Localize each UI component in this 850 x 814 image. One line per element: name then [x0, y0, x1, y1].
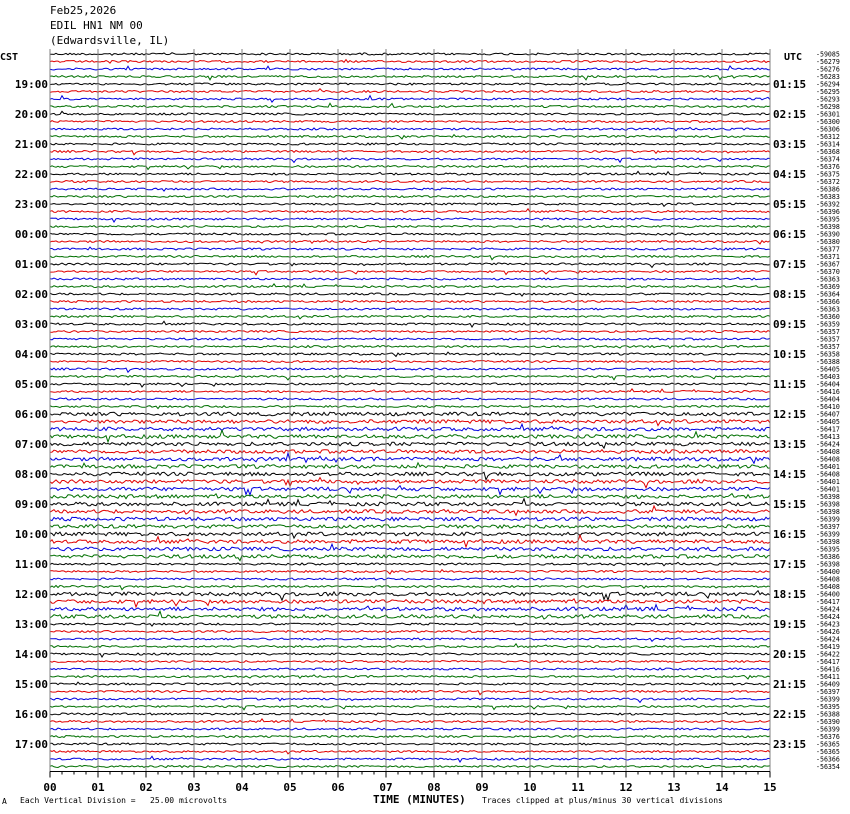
x-tick-label: 02 — [139, 781, 153, 794]
seismic-trace — [50, 196, 770, 198]
seismic-trace — [50, 53, 770, 56]
seismic-trace — [50, 562, 770, 565]
trace-offset-label: -56423 — [816, 620, 840, 629]
trace-offset-label: -56368 — [816, 148, 840, 156]
trace-offset-label: -56405 — [816, 418, 840, 426]
trace-offset-label: -56386 — [816, 185, 840, 194]
right-time-label: 20:15 — [773, 648, 807, 661]
seismic-trace — [50, 478, 770, 488]
trace-offset-label: -56279 — [816, 58, 840, 66]
trace-offset-label: -56363 — [816, 305, 840, 314]
trace-offset-label: -56400 — [816, 590, 840, 599]
trace-offset-label: -56293 — [816, 95, 840, 104]
left-time-label: 15:00 — [14, 678, 48, 691]
trace-offset-label: -56416 — [816, 665, 840, 674]
seismic-trace — [50, 638, 770, 641]
seismic-trace — [50, 209, 770, 213]
x-tick-label: 10 — [523, 781, 537, 794]
trace-offset-label: -56422 — [816, 650, 840, 659]
trace-offset-label: -56300 — [816, 118, 840, 126]
seismic-trace — [50, 188, 770, 191]
seismic-trace — [50, 472, 770, 480]
right-time-label: 13:15 — [773, 438, 807, 451]
seismic-trace — [50, 166, 770, 170]
trace-offset-label: -56312 — [816, 133, 840, 141]
trace-offset-label: -56426 — [816, 628, 840, 636]
trace-offset-label: -56399 — [816, 515, 840, 524]
trace-offset-label: -56301 — [816, 110, 840, 119]
trace-offset-label: -56404 — [816, 380, 840, 389]
trace-offset-label: -56424 — [816, 635, 840, 644]
right-time-label: 07:15 — [773, 258, 807, 271]
trace-offset-label: -56407 — [816, 410, 840, 419]
seismic-trace — [50, 644, 770, 648]
seismic-trace — [50, 668, 770, 670]
seismic-trace — [50, 284, 770, 288]
trace-offset-label: -56366 — [816, 755, 840, 764]
seismic-trace — [50, 453, 770, 463]
seismic-trace — [50, 412, 770, 416]
seismic-trace — [50, 675, 770, 679]
seismic-trace — [50, 293, 770, 296]
trace-offset-label: -56398 — [816, 500, 840, 509]
seismic-trace — [50, 486, 770, 495]
seismic-trace — [50, 743, 770, 745]
left-timezone-label: CST — [0, 52, 19, 63]
left-time-label: 05:00 — [14, 378, 48, 391]
trace-offset-label: -56354 — [816, 763, 840, 771]
x-tick-label: 13 — [667, 781, 681, 794]
trace-offset-label: -56399 — [816, 725, 840, 734]
right-time-label: 14:15 — [773, 468, 807, 481]
left-time-label: 03:00 — [14, 318, 48, 331]
left-time-label: 17:00 — [14, 738, 48, 751]
right-timezone-label: UTC — [784, 52, 803, 63]
seismic-trace — [50, 352, 770, 356]
trace-offset-label: -56400 — [816, 568, 840, 576]
seismic-trace — [50, 111, 770, 115]
left-time-label: 02:00 — [14, 288, 48, 301]
seismic-trace — [50, 218, 770, 222]
left-time-label: 07:00 — [14, 438, 48, 451]
x-tick-label: 12 — [619, 781, 633, 794]
x-tick-label: 03 — [187, 781, 201, 794]
right-time-label: 19:15 — [773, 618, 807, 631]
seismic-trace — [50, 442, 770, 448]
trace-offset-label: -56398 — [816, 538, 840, 546]
trace-offset-label: -56395 — [816, 215, 840, 224]
seismic-trace — [50, 121, 770, 123]
seismic-trace — [50, 66, 770, 70]
left-time-label: 14:00 — [14, 648, 48, 661]
trace-offset-label: -56411 — [816, 673, 840, 681]
seismic-trace — [50, 751, 770, 754]
trace-offset-label: -56306 — [816, 125, 840, 134]
left-time-label: 21:00 — [14, 138, 48, 151]
x-tick-label: 05 — [283, 781, 297, 794]
trace-offset-label: -56358 — [816, 350, 840, 359]
seismic-trace — [50, 591, 770, 601]
trace-offset-label: -56408 — [816, 575, 840, 584]
trace-offset-label: -56357 — [816, 343, 840, 351]
trace-offset-label: -56398 — [816, 493, 840, 501]
trace-offset-label: -56417 — [816, 598, 840, 606]
trace-offset-label: -56365 — [816, 748, 840, 756]
trace-offset-label: -56370 — [816, 268, 840, 276]
seismic-trace — [50, 256, 770, 260]
trace-offset-label: -56276 — [816, 65, 840, 74]
seismic-trace — [50, 321, 770, 327]
seismic-trace — [50, 570, 770, 574]
trace-offset-label: -56416 — [816, 388, 840, 396]
seismic-trace — [50, 361, 770, 363]
scale-mark: A — [2, 797, 7, 806]
seismic-trace — [50, 420, 770, 426]
seismic-trace — [50, 96, 770, 102]
left-time-label: 22:00 — [14, 168, 48, 181]
right-time-label: 02:15 — [773, 108, 807, 121]
seismic-trace — [50, 383, 770, 387]
seismic-trace — [50, 756, 770, 762]
seismic-trace — [50, 331, 770, 333]
seismic-trace — [50, 406, 770, 409]
seismic-trace — [50, 604, 770, 610]
trace-offset-label: -56392 — [816, 200, 840, 209]
seismic-trace — [50, 203, 770, 206]
left-time-label: 11:00 — [14, 558, 48, 571]
trace-offset-label: -56364 — [816, 290, 840, 299]
seismic-trace — [50, 450, 770, 454]
trace-offset-label: -56376 — [816, 163, 840, 171]
right-time-label: 08:15 — [773, 288, 807, 301]
trace-offset-label: -56395 — [816, 545, 840, 554]
right-time-label: 10:15 — [773, 348, 807, 361]
x-tick-label: 04 — [235, 781, 249, 794]
trace-offset-label: -56367 — [816, 260, 840, 269]
right-time-label: 09:15 — [773, 318, 807, 331]
trace-offset-label: -56424 — [816, 605, 840, 614]
right-time-label: 03:15 — [773, 138, 807, 151]
trace-offset-label: -56388 — [816, 710, 840, 719]
seismic-trace — [50, 277, 770, 280]
trace-offset-label: -56396 — [816, 208, 840, 216]
right-time-label: 17:15 — [773, 558, 807, 571]
trace-offset-label: -56408 — [816, 448, 840, 456]
seismic-trace — [50, 430, 770, 442]
trace-offset-label: -56360 — [816, 313, 840, 321]
trace-offset-label: -56390 — [816, 718, 840, 726]
trace-offset-label: -56419 — [816, 643, 840, 651]
seismic-trace — [50, 706, 770, 710]
left-time-label: 01:00 — [14, 258, 48, 271]
seismic-trace — [50, 271, 770, 275]
seismic-trace — [50, 555, 770, 561]
trace-offset-label: -56357 — [816, 335, 840, 344]
seismic-trace — [50, 535, 770, 547]
clip-note: Traces clipped at plus/minus 30 vertical divisions — [482, 796, 723, 805]
trace-offset-label: -56408 — [816, 455, 840, 464]
seismic-trace — [50, 247, 770, 250]
trace-offset-label: -56357 — [816, 328, 840, 336]
trace-offset-label: -56366 — [816, 298, 840, 306]
trace-offset-label: -56398 — [816, 508, 840, 516]
trace-offset-label: -56372 — [816, 178, 840, 186]
seismic-trace — [50, 525, 770, 529]
trace-offset-label: -56410 — [816, 403, 840, 411]
x-tick-label: 06 — [331, 781, 345, 794]
seismic-trace — [50, 682, 770, 685]
right-time-label: 23:15 — [773, 738, 807, 751]
x-tick-label: 01 — [91, 781, 105, 794]
seismic-trace — [50, 226, 770, 228]
right-time-label: 06:15 — [773, 228, 807, 241]
left-time-label: 00:00 — [14, 228, 48, 241]
trace-offset-label: -56376 — [816, 733, 840, 741]
seismic-trace — [50, 60, 770, 64]
seismic-trace — [50, 308, 770, 310]
seismic-trace — [50, 76, 770, 80]
trace-offset-label: -56359 — [816, 320, 840, 329]
seismic-trace — [50, 499, 770, 506]
right-time-label: 11:15 — [773, 378, 807, 391]
seismic-trace — [50, 171, 770, 175]
trace-offset-label: -56401 — [816, 463, 840, 471]
trace-offset-label: -56377 — [816, 245, 840, 254]
seismic-trace — [50, 301, 770, 303]
trace-offset-label: -56399 — [816, 530, 840, 539]
trace-offset-label: -56397 — [816, 523, 840, 531]
left-time-label: 23:00 — [14, 198, 48, 211]
trace-offset-label: -56295 — [816, 88, 840, 96]
trace-offset-label: -56401 — [816, 485, 840, 494]
seismic-trace — [50, 338, 770, 340]
left-time-label: 19:00 — [14, 78, 48, 91]
seismic-trace — [50, 389, 770, 393]
trace-offset-label: -56371 — [816, 253, 840, 261]
trace-offset-label: -56409 — [816, 680, 840, 689]
trace-offset-label: -56395 — [816, 703, 840, 711]
trace-offset-label: -56405 — [816, 365, 840, 374]
trace-offset-label: -56398 — [816, 560, 840, 569]
scale-note: Each Vertical Division = 25.00 microvolts — [20, 796, 228, 805]
x-tick-label: 14 — [715, 781, 729, 794]
left-time-label: 20:00 — [14, 108, 48, 121]
seismic-trace — [50, 586, 770, 590]
axis-labels — [0, 51, 840, 795]
seismic-trace — [50, 82, 770, 85]
seismic-trace — [50, 578, 770, 580]
left-time-label: 06:00 — [14, 408, 48, 421]
left-time-label: 08:00 — [14, 468, 48, 481]
trace-offset-label: -56424 — [816, 440, 840, 449]
left-time-label: 10:00 — [14, 528, 48, 541]
trace-offset-label: -56380 — [816, 238, 840, 246]
seismic-trace — [50, 89, 770, 93]
left-time-label: 09:00 — [14, 498, 48, 511]
seismic-trace — [50, 263, 770, 268]
right-time-label: 05:15 — [773, 198, 807, 211]
left-time-label: 13:00 — [14, 618, 48, 631]
trace-group — [50, 53, 770, 768]
x-axis-title: TIME (MINUTES) — [373, 793, 466, 806]
x-tick-label: 00 — [43, 781, 57, 794]
x-tick-label: 11 — [571, 781, 585, 794]
trace-offset-label: -56283 — [816, 73, 840, 81]
seismic-trace — [50, 424, 770, 431]
x-tick-label: 07 — [379, 781, 393, 794]
trace-offset-label: -56401 — [816, 478, 840, 486]
seismic-trace — [50, 316, 770, 319]
trace-offset-label: -56383 — [816, 193, 840, 201]
trace-offset-label: -59085 — [816, 50, 840, 59]
left-time-label: 12:00 — [14, 588, 48, 601]
seismic-trace — [50, 158, 770, 163]
right-time-label: 18:15 — [773, 588, 807, 601]
trace-offset-label: -56408 — [816, 470, 840, 479]
trace-offset-label: -56397 — [816, 688, 840, 696]
right-time-label: 04:15 — [773, 168, 807, 181]
trace-offset-label: -56314 — [816, 140, 840, 149]
seismic-trace — [50, 698, 770, 703]
right-time-label: 16:15 — [773, 528, 807, 541]
seismic-trace — [50, 766, 770, 768]
seismic-trace — [50, 506, 770, 516]
seismic-trace — [50, 240, 770, 244]
right-time-label: 01:15 — [773, 78, 807, 91]
seismic-trace — [50, 611, 770, 619]
seismic-trace — [50, 135, 770, 139]
trace-offset-label: -56417 — [816, 425, 840, 434]
seismic-trace — [50, 375, 770, 380]
trace-offset-label: -56417 — [816, 658, 840, 666]
left-time-label: 16:00 — [14, 708, 48, 721]
seismic-trace — [50, 736, 770, 738]
seismic-trace — [50, 661, 770, 663]
seismic-trace — [50, 544, 770, 551]
seismic-trace — [50, 653, 770, 657]
trace-offset-label: -56363 — [816, 275, 840, 284]
seismic-trace — [50, 691, 770, 695]
seismic-trace — [50, 181, 770, 183]
right-time-label: 21:15 — [773, 678, 807, 691]
trace-offset-label: -56408 — [816, 583, 840, 591]
left-time-label: 04:00 — [14, 348, 48, 361]
seismic-trace — [50, 398, 770, 400]
trace-offset-label: -56298 — [816, 103, 840, 111]
x-tick-label: 08 — [427, 781, 441, 794]
seismic-trace — [50, 599, 770, 607]
trace-offset-label: -56424 — [816, 613, 840, 621]
seismic-trace — [50, 728, 770, 731]
right-time-label: 22:15 — [773, 708, 807, 721]
trace-offset-label: -56294 — [816, 80, 840, 89]
seismic-trace — [50, 712, 770, 715]
seismic-trace — [50, 345, 770, 348]
trace-offset-label: -56398 — [816, 223, 840, 231]
seismic-trace — [50, 517, 770, 521]
trace-offset-label: -56390 — [816, 230, 840, 239]
x-tick-label: 09 — [475, 781, 489, 794]
trace-offset-label: -56386 — [816, 553, 840, 561]
seismic-trace — [50, 143, 770, 145]
station-location: (Edwardsville, IL) — [50, 34, 170, 47]
trace-offset-label: -56403 — [816, 373, 840, 381]
trace-offset-label: -56404 — [816, 395, 840, 404]
seismic-trace — [50, 623, 770, 626]
trace-offset-label: -56365 — [816, 740, 840, 749]
trace-offset-label: -56375 — [816, 170, 840, 179]
seismic-trace — [50, 127, 770, 130]
seismic-trace — [50, 719, 770, 723]
right-time-label: 15:15 — [773, 498, 807, 511]
seismic-trace — [50, 631, 770, 633]
right-time-label: 12:15 — [773, 408, 807, 421]
x-tick-label: 15 — [763, 781, 777, 794]
station-code: EDIL HN1 NM 00 — [50, 19, 143, 32]
trace-offset-label: -56413 — [816, 433, 840, 441]
seismic-trace — [50, 368, 770, 372]
seismic-trace — [50, 151, 770, 155]
trace-offset-label: -56399 — [816, 695, 840, 704]
seismic-trace — [50, 463, 770, 469]
trace-offset-label: -56369 — [816, 283, 840, 291]
seismic-trace — [50, 233, 770, 235]
record-date: Feb25,2026 — [50, 4, 117, 17]
seismic-trace — [50, 494, 770, 499]
trace-offset-label: -56388 — [816, 358, 840, 366]
trace-offset-label: -56374 — [816, 155, 840, 164]
seismic-trace — [50, 103, 770, 107]
